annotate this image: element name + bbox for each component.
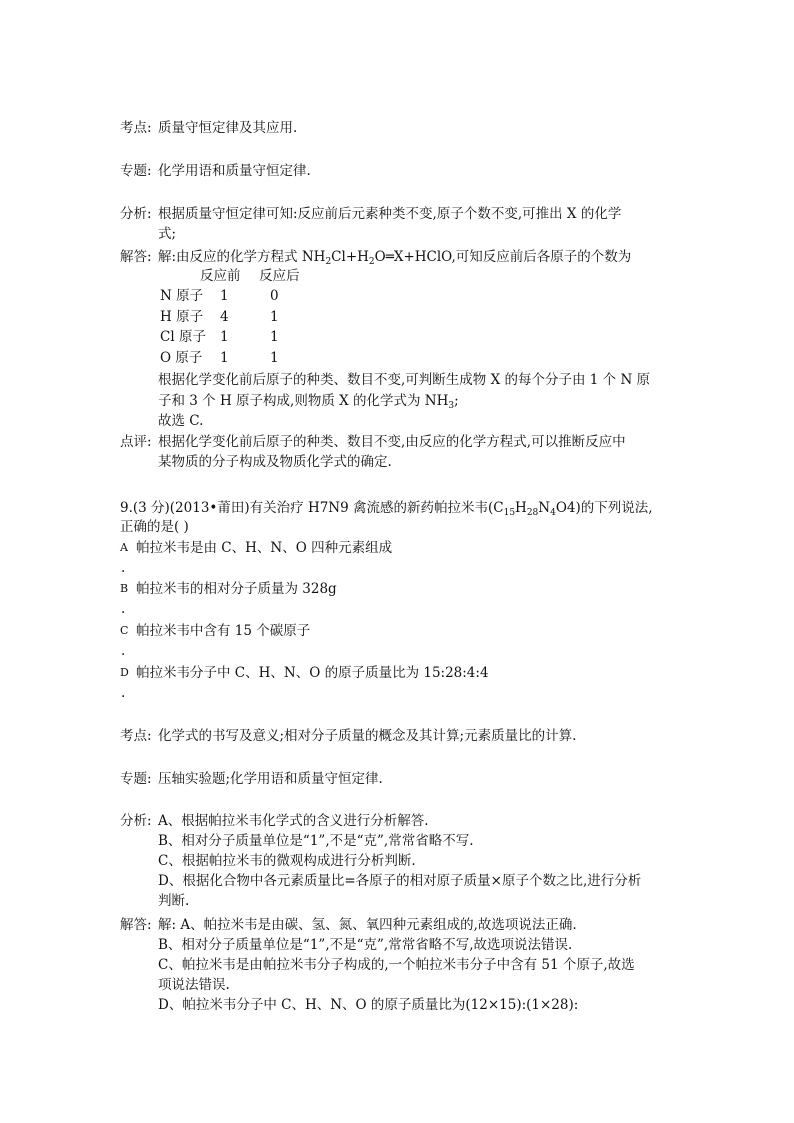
q9-stem-line2: 正确的是( ) [120, 519, 189, 535]
q8-zhuanti-text: 化学用语和质量守恒定律. [158, 163, 311, 179]
atom-table-row [160, 307, 330, 328]
atom-name: Cl 原子 [160, 329, 206, 346]
q8-fenxi-label: 分析: [120, 206, 152, 222]
q9-zhuanti-label: 专题: [120, 771, 152, 787]
q9-stem-sub1: 15 [503, 508, 516, 518]
q9-jieda-line: 项说法错误. [158, 977, 230, 993]
q9-zhuanti-text: 压轴实验题;化学用语和质量守恒定律. [158, 771, 383, 787]
option-text: 帕拉米韦分子中 C、H、N、O 的原子质量比为 15:28:4:4 [136, 665, 489, 681]
q8-fenxi-text [158, 204, 680, 244]
atom-count-before: 1 [220, 288, 229, 305]
q9-fenxi [120, 811, 680, 911]
q9-stem-sub2: 28 [526, 508, 539, 518]
q9-fenxi-line: A、根据帕拉米韦化学式的含义进行分析解答. [158, 813, 429, 829]
atom-table-row [160, 327, 330, 348]
q9-kaodian [120, 726, 680, 746]
q9-stem-c: N [538, 500, 551, 516]
atom-count-after: 1 [270, 350, 279, 367]
q8-conclusion-sub: 3 [448, 401, 455, 411]
q9-jieda-label: 解答: [120, 917, 152, 933]
atom-count-after: 1 [270, 329, 279, 346]
option-letter: D [120, 666, 129, 679]
q9-fenxi-line: B、相对分子质量单位是“1”,不是“克”,常常省略不写. [158, 833, 474, 849]
q8-choose: 故选 C. [158, 413, 204, 429]
q9-fenxi-label: 分析: [120, 813, 152, 829]
q9-jieda-text [158, 915, 680, 1015]
q8-dianping-label: 点评: [120, 434, 152, 450]
q9-jieda-line: C、帕拉米韦是由帕拉米韦分子构成的,一个帕拉米韦分子中含有 51 个原子,故选 [158, 957, 635, 973]
option-letter: C [120, 624, 129, 637]
q8-kaodian-text: 质量守恒定律及其应用. [158, 120, 298, 136]
atom-count-before: 1 [220, 329, 229, 346]
q8-conclusion-line2-a: 子和 3 个 H 原子构成,则物质 X 的化学式为 NH [158, 393, 449, 409]
atom-table-header [200, 266, 300, 286]
atom-count-before: 1 [220, 350, 229, 367]
q9-fenxi-line: 判断. [158, 893, 190, 909]
q9-fenxi-line: D、根据化合物中各元素质量比=各原子的相对原子质量×原子个数之比,进行分析 [158, 873, 642, 889]
option-text: 帕拉米韦是由 C、H、N、O 四种元素组成 [136, 540, 393, 556]
q9-zhuanti [120, 769, 680, 789]
option-dot: . [121, 560, 126, 576]
q8-zhuanti-label: 专题: [120, 163, 152, 179]
q8-fenxi-line1: 根据质量守恒定律可知:反应前后元素种类不变,原子个数不变,可推出 X 的化学 [158, 206, 622, 222]
atom-name: H 原子 [160, 308, 204, 325]
q9-fenxi-line: C、根据帕拉米韦的微观构成进行分析判断. [158, 853, 416, 869]
atom-count-table [160, 286, 330, 368]
option-dot: . [121, 643, 126, 659]
q9-stem-line1 [120, 498, 653, 518]
q9-stem-sub3: 4 [550, 508, 556, 518]
q8-fenxi [120, 204, 680, 244]
header-before: 反应前 [200, 268, 241, 284]
q8-conclusion-line1: 根据化学变化前后原子的种类、数目不变,可判断生成物 X 的每个分子由 1 个 N 原 [158, 372, 651, 388]
atom-table-row [160, 286, 330, 307]
q8-conclusion-line2-b: ; [454, 393, 459, 409]
q8-jieda-line1-c: O═X+HClO,可知反应前后各原子的个数为 [374, 249, 632, 265]
atom-name: O 原子 [160, 350, 203, 367]
atom-table-row [160, 348, 330, 369]
q8-kaodian [120, 118, 680, 138]
q9-stem-d: O4)的下列说法, [555, 500, 653, 516]
option-letter: B [120, 582, 129, 595]
q8-jieda-line1-a: 解:由反应的化学方程式 NH [158, 249, 326, 265]
q8-kaodian-label: 考点: [120, 120, 152, 136]
option-text: 帕拉米韦中含有 15 个碳原子 [136, 623, 311, 639]
q9-kaodian-label: 考点: [120, 728, 152, 744]
header-after: 反应后 [259, 268, 300, 284]
atom-count-before: 4 [220, 308, 229, 325]
q9-kaodian-text: 化学式的书写及意义;相对分子质量的概念及其计算;元素质量比的计算. [158, 728, 577, 744]
q8-conclusion-line2 [158, 391, 459, 411]
q9-stem-a: 9.(3 分)(2013•莆田)有关治疗 H7N9 禽流感的新药帕拉米韦(C [120, 500, 504, 516]
q8-dianping-line1: 根据化学变化前后原子的种类、数目不变,由反应的化学方程式,可以推断反应中 [158, 434, 626, 450]
q9-jieda-line: D、帕拉米韦分子中 C、H、N、O 的原子质量比为(12×15):(1×28): [158, 997, 579, 1013]
atom-count-after: 0 [270, 288, 279, 305]
option-text: 帕拉米韦的相对分子质量为 328g [136, 581, 337, 597]
q8-jieda-line1-b: Cl+H [331, 249, 369, 265]
q8-jieda-sub1: 2 [325, 257, 332, 267]
q8-jieda-sub2: 2 [368, 257, 375, 267]
atom-name: N 原子 [160, 288, 204, 305]
q8-dianping [120, 432, 680, 472]
q9-fenxi-text [158, 811, 680, 911]
q8-fenxi-line2: 式; [158, 226, 177, 242]
q9-jieda-line: 解: A、帕拉米韦是由碳、氢、氮、氧四种元素组成的,故选项说法正确. [158, 917, 577, 933]
option-letter: A [120, 541, 128, 554]
q9-jieda [120, 915, 680, 1015]
q8-dianping-text [158, 432, 680, 472]
option-dot: . [121, 685, 126, 701]
atom-count-after: 1 [270, 308, 279, 325]
q8-jieda [120, 247, 680, 267]
q8-jieda-label: 解答: [120, 249, 152, 265]
q9-jieda-line: B、相对分子质量单位是“1”,不是“克”,常常省略不写,故选项说法错误. [158, 937, 573, 953]
q8-dianping-line2: 某物质的分子构成及物质化学式的确定. [158, 454, 392, 470]
q8-zhuanti [120, 161, 680, 181]
q9-stem-b: H [515, 500, 527, 516]
q8-jieda-line1 [158, 247, 680, 267]
option-dot: . [121, 601, 126, 617]
